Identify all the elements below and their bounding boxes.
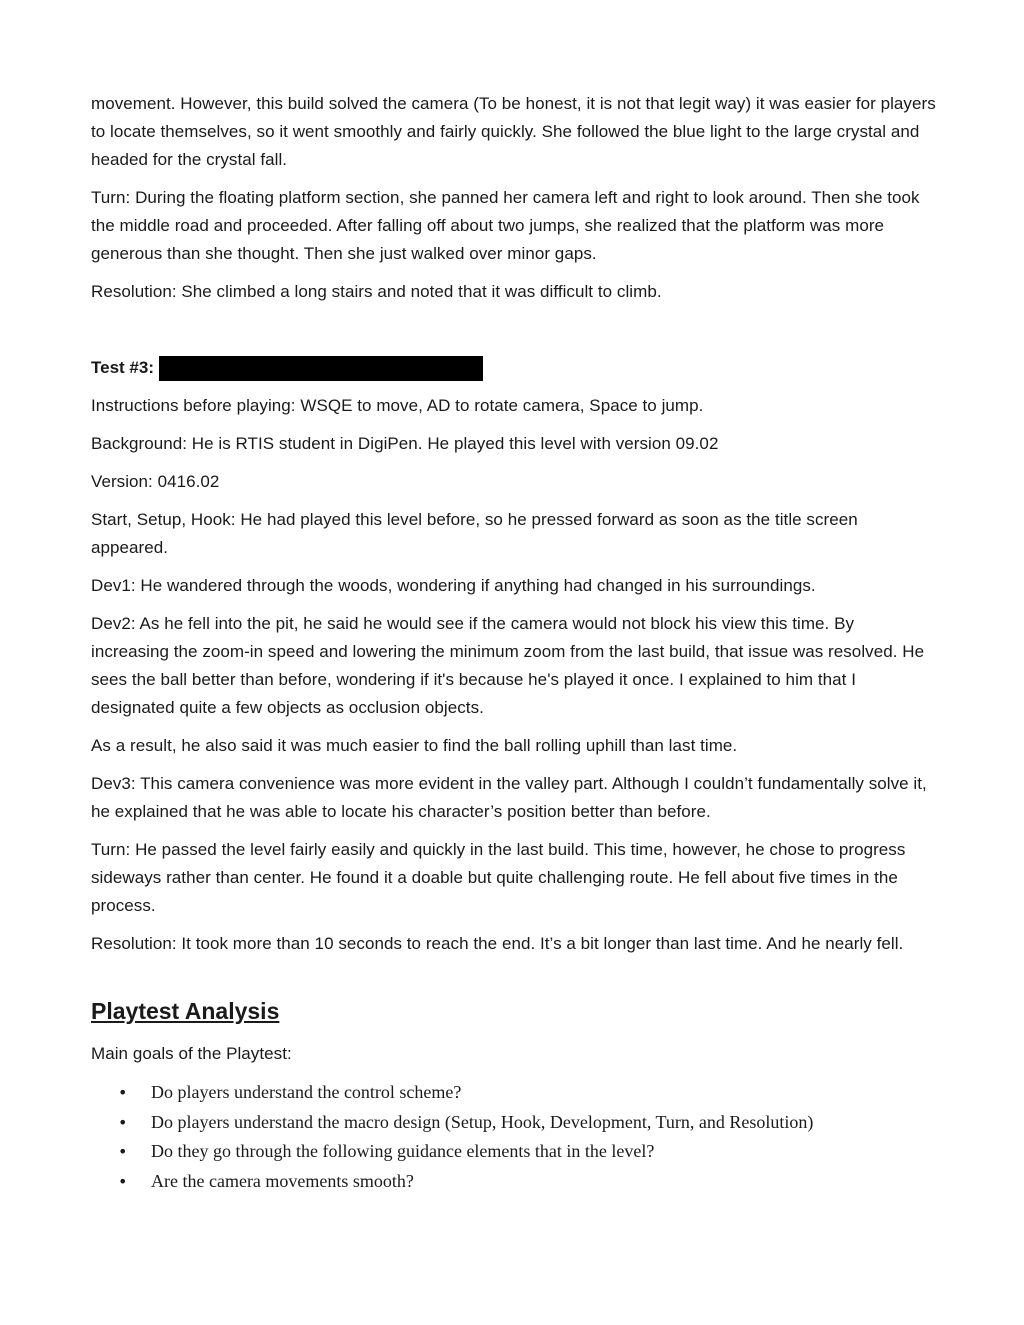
bullet-icon: • (118, 1171, 128, 1191)
list-item-text: Do players understand the macro design (Setup, Hook, Development, Turn, and Resolution) (151, 1111, 814, 1132)
list-item-text: Are the camera movements smooth? (151, 1170, 414, 1191)
list-item (91, 1167, 936, 1197)
paragraph-background: Background: He is RTIS student in DigiPen. He played this level with version 09.02 (91, 434, 719, 453)
redaction-bar (159, 356, 483, 381)
paragraph-start-setup-hook: Start, Setup, Hook: He had played this level before, so he pressed forward as soon as the title screen appeared. (91, 510, 858, 557)
paragraph-dev3: Dev3: This camera convenience was more evident in the valley part. Although I couldn’t fundamentally solve it, he explained that he was able to locate his character’s position better than before. (91, 774, 927, 821)
test-3-heading (91, 354, 936, 382)
list-item (91, 1137, 936, 1167)
paragraph-dev2: Dev2: As he fell into the pit, he said he would see if the camera would not block his view this time. By increasing the zoom-in speed and lowering the minimum zoom from the last build, that issue was resolved. He sees the ball better than before, wondering if it's because he's played it once. I explained to him that I designated quite a few objects as occlusion objects. (91, 614, 925, 717)
paragraph-dev1: Dev1: He wandered through the woods, wondering if anything had changed in his surroundings. (91, 576, 816, 595)
paragraph-instructions: Instructions before playing: WSQE to move, AD to rotate camera, Space to jump. (91, 396, 704, 415)
bullet-icon: • (118, 1083, 128, 1102)
test-3-label: Test #3: (91, 358, 154, 377)
list-item (91, 1078, 936, 1108)
list-item-text: Do players understand the control scheme? (151, 1082, 462, 1102)
paragraph-turn-test3: Turn: He passed the level fairly easily and quickly in the last build. This time, however, he chose to progress sideways rather than center. He found it a doable but quite challenging route. He fell about five times in the process. (91, 840, 906, 915)
list-item-text: Do they go through the following guidance elements that in the level? (151, 1141, 655, 1161)
paragraph-movement: movement. However, this build solved the camera (To be honest, it is not that legit way) it was easier for players to locate themselves, so it went smoothly and fairly quickly. She followed the blue light to the large crystal and headed for the crystal fall. (91, 94, 936, 169)
bullet-icon: • (118, 1142, 128, 1161)
bullet-icon: • (118, 1112, 128, 1132)
paragraph-version: Version: 0416.02 (91, 472, 220, 491)
section-spacer (91, 316, 936, 354)
goals-list (91, 1078, 936, 1196)
paragraph-turn: Turn: During the floating platform section, she panned her camera left and right to look around. Then she took the middle road and proceeded. After falling off about two jumps, she realized that the platform was more generous than she thought. Then she just walked over minor gaps. (91, 188, 920, 263)
analysis-intro: Main goals of the Playtest: (91, 1044, 292, 1063)
playtest-analysis-heading: Playtest Analysis (91, 998, 280, 1024)
paragraph-resolution-test3: Resolution: It took more than 10 seconds to reach the end. It’s a bit longer than last time. And he nearly fell. (91, 934, 904, 953)
paragraph-resolution: Resolution: She climbed a long stairs and noted that it was difficult to climb. (91, 282, 662, 301)
paragraph-result: As a result, he also said it was much easier to find the ball rolling uphill than last time. (91, 736, 738, 755)
document-page (91, 90, 936, 1196)
list-item (91, 1108, 936, 1138)
